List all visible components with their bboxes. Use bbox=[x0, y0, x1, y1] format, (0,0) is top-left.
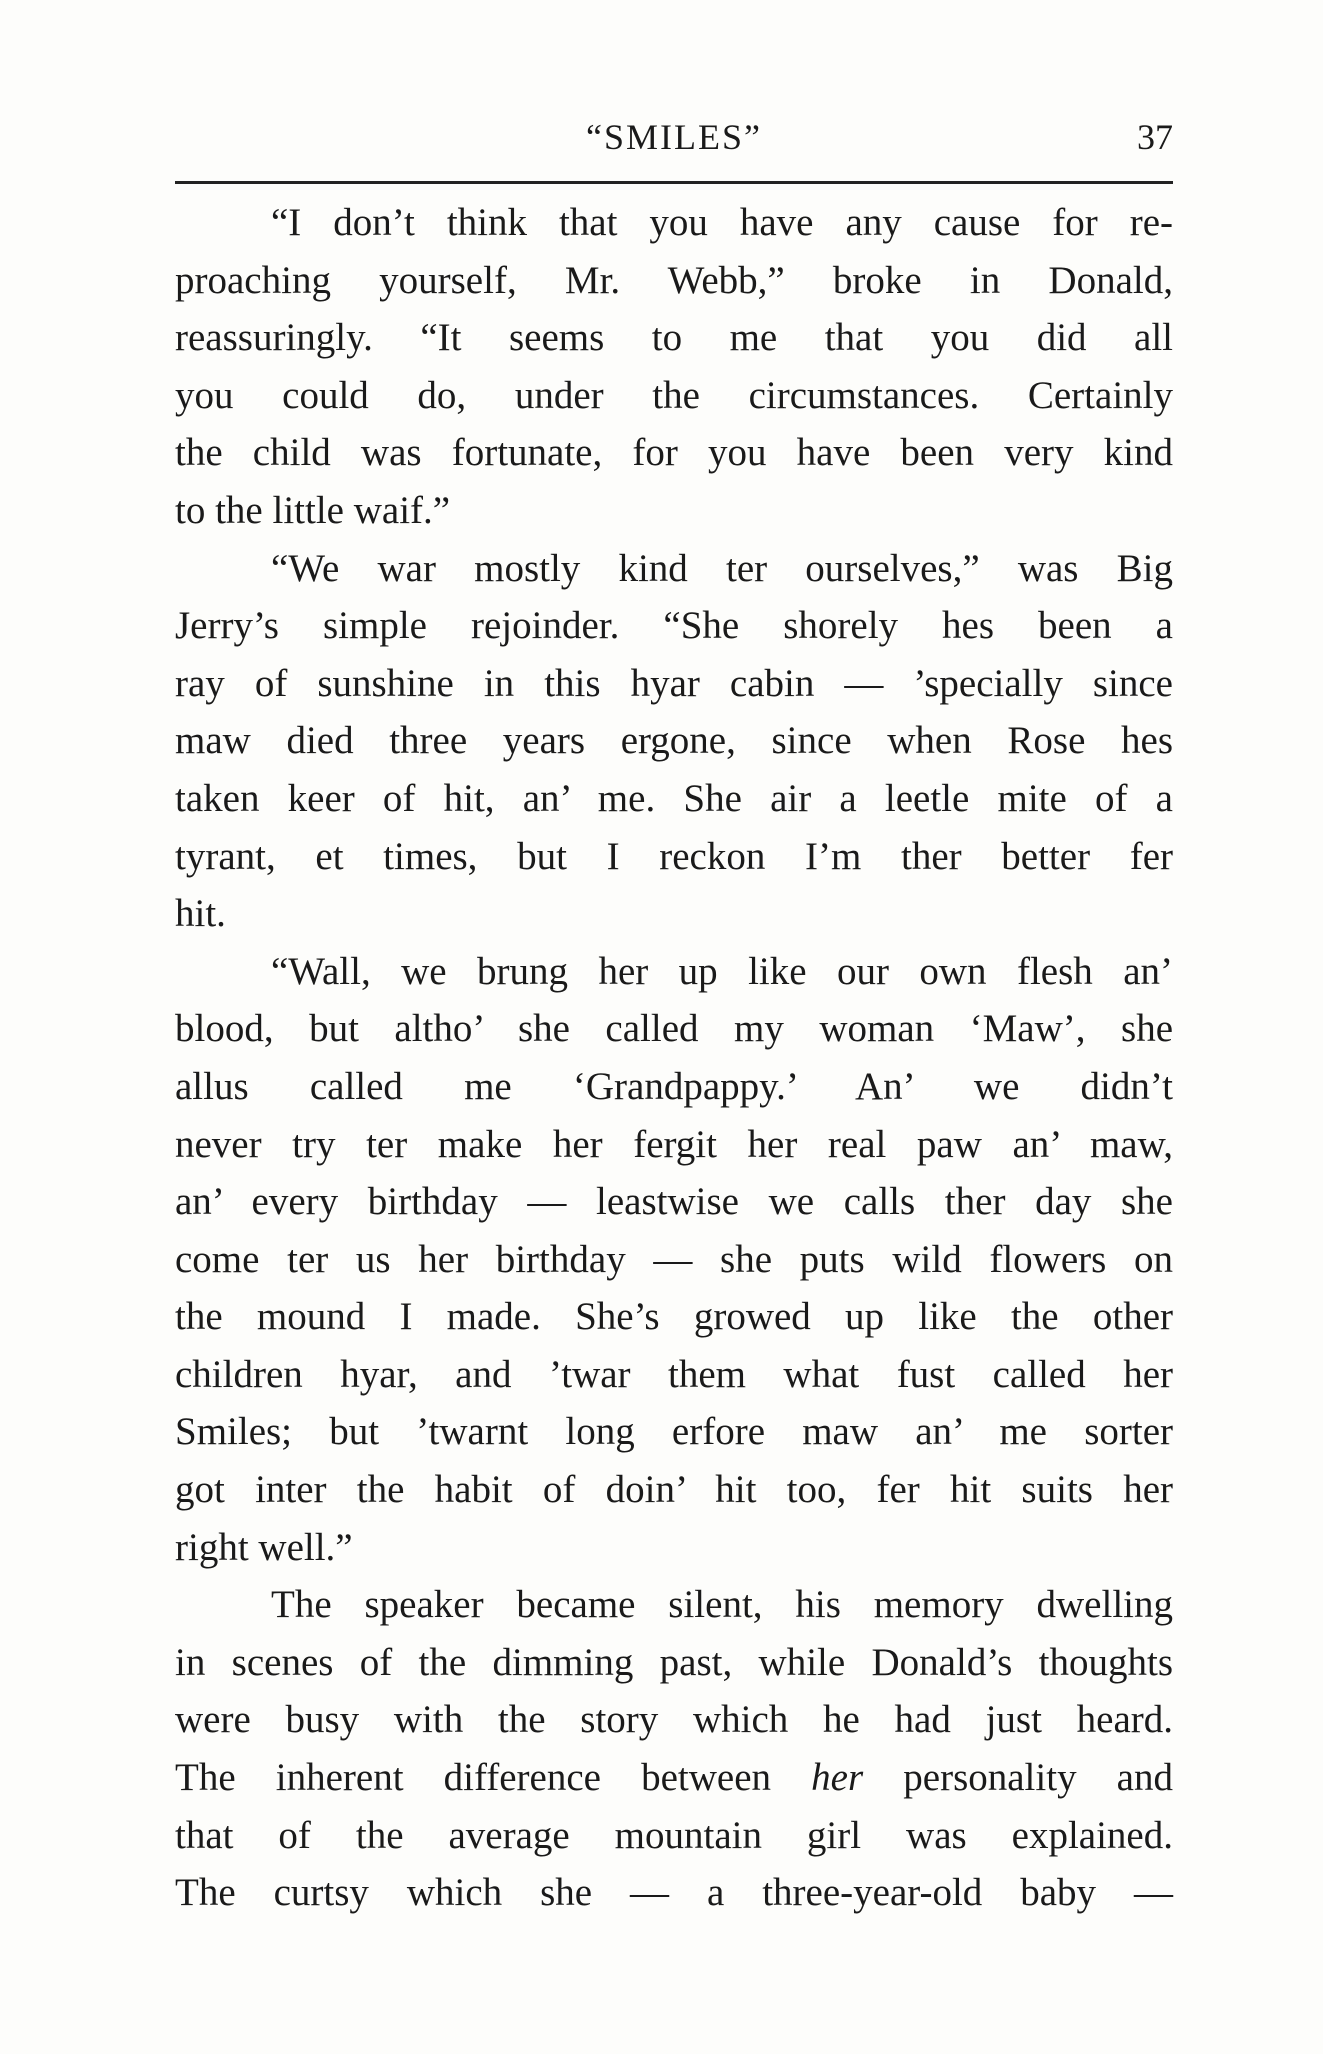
text-line: the child was fortunate, for you have been very kind bbox=[175, 431, 1173, 475]
paragraph-2 bbox=[175, 540, 1173, 943]
header-rule bbox=[175, 181, 1173, 184]
text-fragment: personality and bbox=[863, 1756, 1173, 1800]
text-line: blood, but altho’ she called my woman ‘Maw’, she bbox=[175, 1007, 1173, 1051]
text-line: The curtsy which she — a three-year-old baby — bbox=[175, 1871, 1173, 1915]
text-line: Jerry’s simple rejoinder. “She shorely hes been a bbox=[175, 604, 1173, 648]
body-text bbox=[175, 194, 1173, 1922]
text-line: Smiles; but ’twarnt long erfore maw an’ me sorter bbox=[175, 1410, 1173, 1454]
paragraph-4 bbox=[175, 1576, 1173, 1922]
text-line: taken keer of hit, an’ me. She air a leetle mite of a bbox=[175, 776, 1173, 820]
text-line: got inter the habit of doin’ hit too, fer hit suits her bbox=[175, 1468, 1173, 1512]
text-line-emphasis bbox=[175, 1749, 1173, 1807]
emphasized-word: her bbox=[811, 1756, 864, 1800]
text-line: to the little waif.” bbox=[175, 488, 451, 532]
text-line: that of the average mountain girl was explained. bbox=[175, 1813, 1173, 1857]
text-line: in scenes of the dimming past, while Donald’s thoughts bbox=[175, 1640, 1173, 1684]
page-number: 37 bbox=[1137, 117, 1173, 157]
text-line: right well.” bbox=[175, 1525, 353, 1569]
text-line: were busy with the story which he had just heard. bbox=[175, 1698, 1173, 1742]
text-line: hit. bbox=[175, 892, 226, 936]
paragraph-3 bbox=[175, 943, 1173, 1577]
text-line: an’ every birthday — leastwise we calls ther day she bbox=[175, 1180, 1173, 1224]
text-line: “Wall, we brung her up like our own flesh an’ bbox=[271, 949, 1173, 993]
text-line: maw died three years ergone, since when Rose hes bbox=[175, 719, 1173, 763]
text-line: never try ter make her fergit her real paw an’ maw, bbox=[175, 1122, 1173, 1166]
text-fragment: The inherent difference between bbox=[175, 1756, 812, 1800]
text-line: the mound I made. She’s growed up like the other bbox=[175, 1295, 1173, 1339]
text-line: “I don’t think that you have any cause for re- bbox=[271, 201, 1173, 244]
text-line: proaching yourself, Mr. Webb,” broke in Donald, bbox=[175, 258, 1173, 302]
paragraph-1 bbox=[175, 194, 1173, 540]
text-line: tyrant, et times, but I reckon I’m ther better fer bbox=[175, 834, 1173, 878]
text-line: you could do, under the circumstances. Certainly bbox=[175, 373, 1173, 417]
text-line: reassuringly. “It seems to me that you did all bbox=[175, 316, 1173, 360]
text-line: “We war mostly kind ter ourselves,” was Big bbox=[271, 546, 1173, 590]
text-line: The speaker became silent, his memory dwelling bbox=[271, 1583, 1173, 1627]
running-head bbox=[175, 116, 1173, 160]
running-title: “SMILES” bbox=[586, 117, 762, 157]
text-line: come ter us her birthday — she puts wild flowers on bbox=[175, 1237, 1173, 1281]
text-line: ray of sunshine in this hyar cabin — ’specially since bbox=[175, 661, 1173, 705]
text-line: allus called me ‘Grandpappy.’ An’ we didn’t bbox=[175, 1064, 1173, 1108]
text-line: children hyar, and ’twar them what fust called her bbox=[175, 1352, 1173, 1396]
